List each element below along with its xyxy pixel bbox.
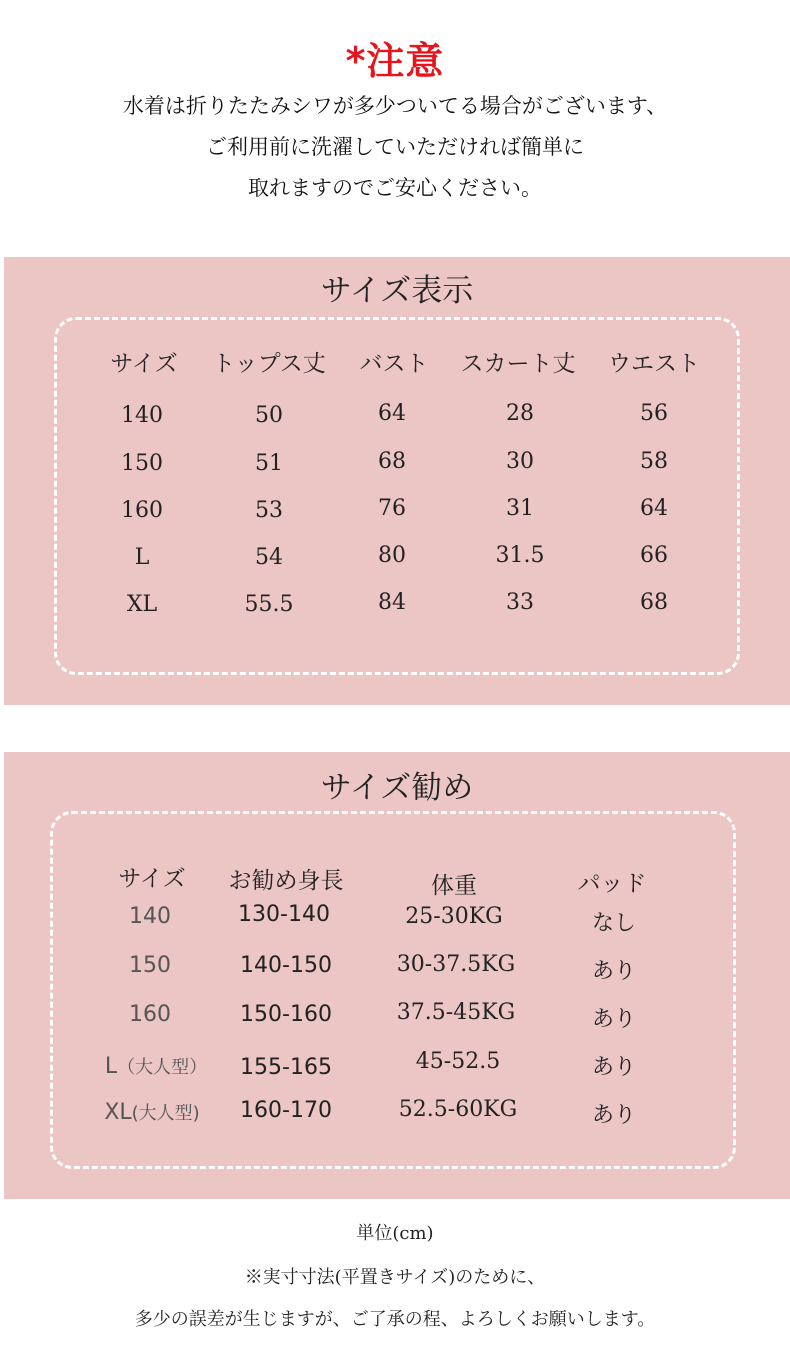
recommend-row-4-weight: 45-52.5 <box>415 1049 501 1074</box>
size-row-2-bust: 68 <box>378 449 406 474</box>
size-row-3-bust: 76 <box>378 496 406 521</box>
size-header-skirt-length: スカート丈 <box>460 351 576 377</box>
recommend-table-panel <box>4 752 790 1199</box>
recommend-header-size: サイズ <box>118 866 186 892</box>
size-table-panel <box>4 257 790 705</box>
recommend-header-weight: 体重 <box>431 873 477 899</box>
recommend-row-3-height: 150-160 <box>240 1002 332 1027</box>
recommend-row-1-height: 130-140 <box>238 902 330 927</box>
recommend-row-4-size-note: （大人型） <box>117 1057 208 1078</box>
recommend-header-pad: パッド <box>577 871 647 897</box>
size-row-1-skirt-length: 28 <box>506 401 534 426</box>
recommend-row-5-pad: あり <box>591 1103 637 1128</box>
recommend-table-title: サイズ勧め <box>320 770 474 806</box>
size-header-waist: ウエスト <box>608 351 700 377</box>
size-row-5-waist: 68 <box>640 590 668 615</box>
size-header-top-length: トップス丈 <box>212 351 326 377</box>
size-row-2-top-length: 51 <box>255 451 283 476</box>
size-row-3-skirt-length: 31 <box>506 496 534 521</box>
recommend-row-5-weight: 52.5-60KG <box>398 1097 518 1122</box>
recommend-row-4-size-code: L <box>104 1054 118 1079</box>
size-row-2-size: 150 <box>121 451 163 476</box>
recommend-row-3-pad: あり <box>591 1007 637 1032</box>
recommend-row-5-size-note: (大人型) <box>131 1103 200 1124</box>
recommend-row-5-height: 160-170 <box>240 1098 332 1123</box>
size-row-3-top-length: 53 <box>255 498 283 523</box>
recommend-row-5-size-code: XL <box>104 1100 132 1125</box>
recommend-header-height: お勧め身長 <box>228 868 344 894</box>
size-row-3-size: 160 <box>121 498 163 523</box>
notice-line-3: 取れますのでご安心ください。 <box>248 176 542 200</box>
recommend-row-2-size <box>129 953 171 978</box>
recommend-row-3-weight: 37.5-45KG <box>396 1000 516 1025</box>
size-row-5-skirt-length: 33 <box>506 590 534 615</box>
size-row-1-bust: 64 <box>378 401 406 426</box>
size-row-4-bust: 80 <box>378 543 406 568</box>
recommend-row-3-size-code: 160 <box>129 1002 171 1027</box>
size-row-1-waist: 56 <box>640 401 668 426</box>
recommend-row-2-weight: 30-37.5KG <box>396 952 516 977</box>
size-header-bust: バスト <box>359 351 429 377</box>
size-row-4-size: L <box>134 545 150 570</box>
notice-line-2: ご利用前に洗濯していただければ簡単に <box>206 135 584 159</box>
recommend-row-1-size <box>129 904 171 929</box>
recommend-row-4-size <box>105 1053 207 1079</box>
recommend-row-3-size <box>129 1002 171 1027</box>
size-row-5-top-length: 55.5 <box>244 592 294 617</box>
footer-note-1: ※実寸寸法(平置きサイズ)のために、 <box>244 1267 546 1288</box>
recommend-row-2-pad: あり <box>591 959 637 984</box>
recommend-row-4-height: 155-165 <box>240 1055 332 1080</box>
recommend-row-1-weight: 25-30KG <box>405 904 503 929</box>
recommend-row-5-size <box>104 1099 199 1125</box>
size-row-1-size: 140 <box>121 403 163 428</box>
size-row-5-size: XL <box>126 592 158 617</box>
size-table-title: サイズ表示 <box>320 273 474 309</box>
size-row-5-bust: 84 <box>378 590 406 615</box>
size-row-3-waist: 64 <box>640 496 668 521</box>
recommend-row-2-height: 140-150 <box>240 953 332 978</box>
footer-unit: 単位(cm) <box>356 1223 434 1244</box>
notice-line-1: 水着は折りたたみシワが多少ついてる場合がございます、 <box>122 94 668 118</box>
notice-title: *注意 <box>345 39 445 83</box>
size-row-1-top-length: 50 <box>255 403 283 428</box>
recommend-row-2-size-code: 150 <box>129 953 171 978</box>
footer-note-2: 多少の誤差が生じますが、ご了承の程、よろしくお願いします。 <box>134 1309 656 1330</box>
recommend-row-4-pad: あり <box>591 1055 637 1080</box>
size-row-4-waist: 66 <box>640 543 668 568</box>
size-row-4-skirt-length: 31.5 <box>495 543 545 568</box>
recommend-row-1-pad: なし <box>591 911 637 936</box>
recommend-row-1-size-code: 140 <box>129 904 171 929</box>
size-row-4-top-length: 54 <box>255 545 283 570</box>
size-row-2-skirt-length: 30 <box>506 449 534 474</box>
size-row-2-waist: 58 <box>640 449 668 474</box>
size-header-size: サイズ <box>110 351 178 377</box>
